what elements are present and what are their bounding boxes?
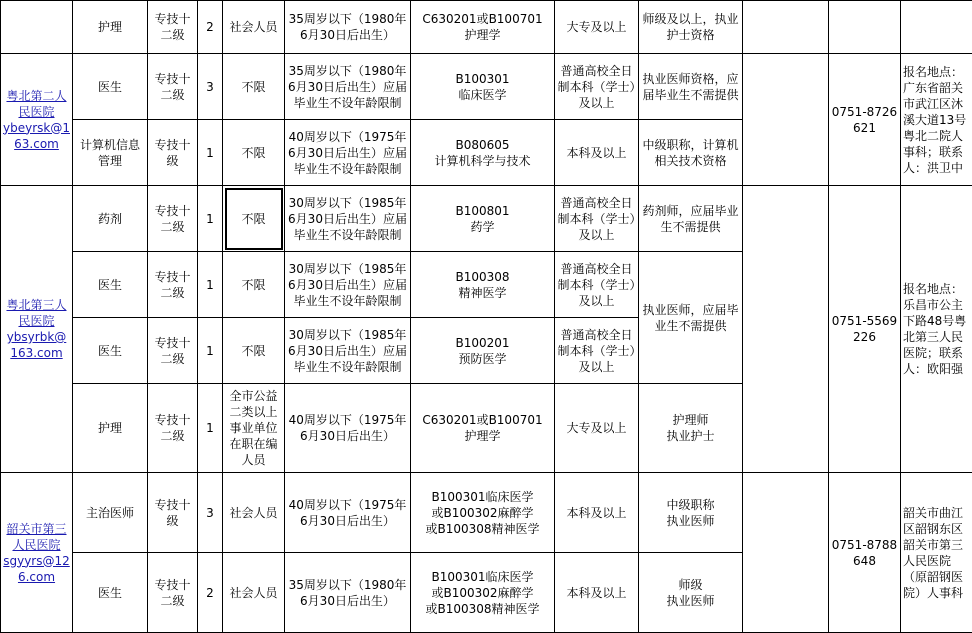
level-cell: 专技十二级 [148, 384, 198, 473]
major-cell: B100201 预防医学 [411, 318, 555, 384]
level-cell: 专技十级 [148, 120, 198, 186]
post-cell: 医生 [73, 318, 148, 384]
edu-cell: 普通高校全日制本科（学士）及以上 [555, 186, 639, 252]
edu-cell: 大专及以上 [555, 384, 639, 473]
age-cell: 35周岁以下（1980年6月30日后出生） [285, 553, 411, 633]
post-cell: 护理 [73, 1, 148, 54]
unit-name-link[interactable]: 粤北第二人民医院 [6, 89, 66, 119]
count-cell: 1 [198, 120, 223, 186]
blank-cell [743, 186, 829, 473]
other-cell: 执业医师资格，应届毕业生不需提供 [639, 54, 743, 120]
age-cell: 35周岁以下（1980年6月30日后出生） [285, 1, 411, 54]
post-cell: 护理 [73, 384, 148, 473]
address-cell: 报名地点：广东省韶关市武江区沐溪大道13号粤北二院人事科；联系人：洪卫中 [901, 54, 972, 186]
count-cell: 1 [198, 318, 223, 384]
unit-email-link[interactable]: ybsyrbk@163.com [7, 330, 67, 360]
unit-cell [1, 186, 73, 473]
level-cell: 专技十二级 [148, 252, 198, 318]
target-cell: 社会人员 [223, 473, 285, 553]
other-cell: 执业医师，应届毕业生不需提供 [639, 252, 743, 384]
level-cell: 专技十级 [148, 473, 198, 553]
age-cell: 40周岁以下（1975年6月30日后出生） [285, 384, 411, 473]
unit-name-link[interactable]: 韶关市第三人民医院 [6, 522, 66, 552]
blank-cell [743, 473, 829, 633]
level-cell: 专技十二级 [148, 318, 198, 384]
edu-cell: 本科及以上 [555, 473, 639, 553]
other-cell: 护理师 执业护士 [639, 384, 743, 473]
target-cell: 不限 [223, 54, 285, 120]
count-cell: 3 [198, 473, 223, 553]
edu-cell: 本科及以上 [555, 553, 639, 633]
level-cell: 专技十二级 [148, 553, 198, 633]
age-cell: 40周岁以下（1975年6月30日后出生）应届毕业生不设年龄限制 [285, 120, 411, 186]
address-cell: 报名地点：乐昌市公主下路48号粤北第三人民医院；联系人：欧阳强 [901, 186, 972, 473]
target-cell-selected[interactable]: 不限 [223, 186, 285, 252]
unit-cell [1, 54, 73, 186]
phone-cell [829, 1, 901, 54]
level-cell: 专技十二级 [148, 186, 198, 252]
other-cell: 师级及以上，执业护士资格 [639, 1, 743, 54]
major-cell: B100301 临床医学 [411, 54, 555, 120]
count-cell: 3 [198, 54, 223, 120]
edu-cell: 大专及以上 [555, 1, 639, 54]
level-cell: 专技十二级 [148, 54, 198, 120]
post-cell: 医生 [73, 54, 148, 120]
major-cell: B100301临床医学 或B100302麻醉学 或B100308精神医学 [411, 473, 555, 553]
target-cell: 社会人员 [223, 1, 285, 54]
age-cell: 30周岁以下（1985年6月30日后出生）应届毕业生不设年龄限制 [285, 186, 411, 252]
count-cell: 1 [198, 384, 223, 473]
major-cell: C630201或B100701 护理学 [411, 1, 555, 54]
level-cell: 专技十二级 [148, 1, 198, 54]
address-cell: 韶关市曲江区韶钢东区韶关市第三人民医院（原韶钢医院）人事科 [901, 473, 972, 633]
post-cell: 药剂 [73, 186, 148, 252]
unit-email-link[interactable]: ybeyrsk@163.com [3, 121, 70, 151]
blank-cell [743, 1, 829, 54]
phone-cell: 0751-5569226 [829, 186, 901, 473]
age-cell: 40周岁以下（1975年6月30日后出生） [285, 473, 411, 553]
age-cell: 30周岁以下（1985年6月30日后出生）应届毕业生不设年龄限制 [285, 252, 411, 318]
phone-cell: 0751-8788648 [829, 473, 901, 633]
table-row [1, 473, 972, 553]
count-cell: 1 [198, 186, 223, 252]
table-row [1, 186, 972, 252]
target-cell: 不限 [223, 318, 285, 384]
edu-cell: 普通高校全日制本科（学士）及以上 [555, 318, 639, 384]
unit-cell [1, 473, 73, 633]
unit-cell-empty [1, 1, 73, 54]
unit-name-link[interactable]: 粤北第三人民医院 [6, 298, 66, 328]
table-row [1, 1, 972, 54]
edu-cell: 本科及以上 [555, 120, 639, 186]
target-cell: 全市公益二类以上事业单位在职在编人员 [223, 384, 285, 473]
target-cell: 社会人员 [223, 553, 285, 633]
other-cell: 师级 执业医师 [639, 553, 743, 633]
blank-cell [743, 54, 829, 186]
count-cell: 1 [198, 252, 223, 318]
target-cell: 不限 [223, 252, 285, 318]
address-cell [901, 1, 972, 54]
major-cell: B100308 精神医学 [411, 252, 555, 318]
major-cell: B100801 药学 [411, 186, 555, 252]
post-cell: 医生 [73, 252, 148, 318]
edu-cell: 普通高校全日制本科（学士）及以上 [555, 54, 639, 120]
other-cell: 药剂师，应届毕业生不需提供 [639, 186, 743, 252]
table-row [1, 54, 972, 120]
post-cell: 医生 [73, 553, 148, 633]
age-cell: 30周岁以下（1985年6月30日后出生）应届毕业生不设年龄限制 [285, 318, 411, 384]
other-cell: 中级职称 执业医师 [639, 473, 743, 553]
phone-cell: 0751-8726621 [829, 54, 901, 186]
age-cell: 35周岁以下（1980年6月30日后出生）应届毕业生不设年龄限制 [285, 54, 411, 120]
target-cell: 不限 [223, 120, 285, 186]
major-cell: C630201或B100701 护理学 [411, 384, 555, 473]
major-cell: B080605 计算机科学与技术 [411, 120, 555, 186]
major-cell: B100301临床医学 或B100302麻醉学 或B100308精神医学 [411, 553, 555, 633]
post-cell: 计算机信息管理 [73, 120, 148, 186]
count-cell: 2 [198, 553, 223, 633]
other-cell: 中级职称，计算机相关技术资格 [639, 120, 743, 186]
edu-cell: 普通高校全日制本科（学士）及以上 [555, 252, 639, 318]
count-cell: 2 [198, 1, 223, 54]
post-cell: 主治医师 [73, 473, 148, 553]
unit-email-link[interactable]: sgyyrs@126.com [3, 554, 70, 584]
